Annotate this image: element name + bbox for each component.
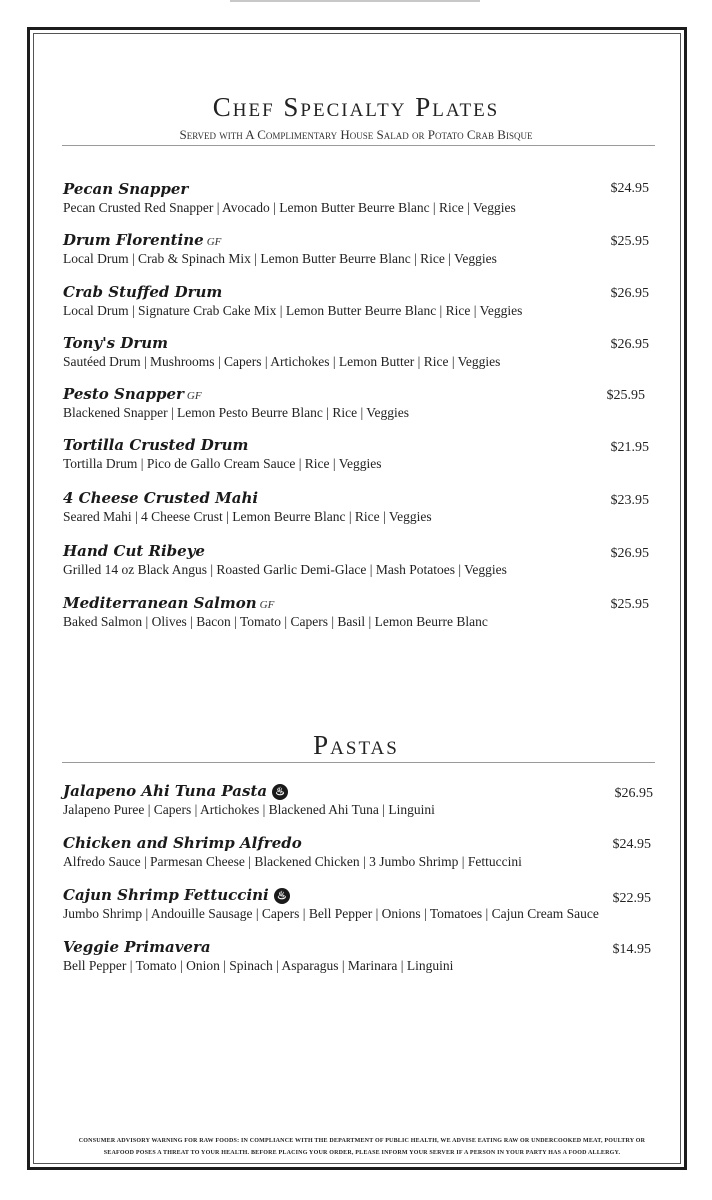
menu-item-description: Blackened Snapper | Lemon Pesto Beurre Blanc | Rice | Veggies [63, 405, 410, 420]
advisory-line-1: CONSUMER ADVISORY WARNING FOR RAW FOODS: IN COMPLIANCE WITH THE DEPARTMENT OF PUBLIC HEALTH, WE ADVISE EATING RAW OR UNDERCOOKED MEAT, POULTRY OR [78, 1138, 646, 1144]
menu-item-description: Sautéed Drum | Mushrooms | Capers | Artichokes | Lemon Butter | Rice | Veggies [63, 354, 501, 369]
menu-item-price: $25.95 [606, 388, 645, 403]
menu-item [63, 938, 653, 982]
menu-item-price: $24.95 [610, 181, 649, 196]
menu-item-description: Seared Mahi | 4 Cheese Crust | Lemon Beurre Blanc | Rice | Veggies [63, 509, 432, 524]
menu-item-name: Chicken and Shrimp Alfredo [63, 834, 302, 852]
menu-item-price: $26.95 [614, 786, 653, 801]
menu-item-description: Baked Salmon | Olives | Bacon | Tomato | Capers | Basil | Lemon Beurre Blanc [63, 614, 488, 629]
menu-item-price: $22.95 [612, 891, 651, 906]
menu-item-name: Hand Cut Ribeye [63, 542, 205, 560]
menu-item [63, 834, 653, 878]
menu-item [63, 436, 653, 480]
menu-item-name: Tortilla Crusted Drum [63, 436, 249, 454]
menu-item [63, 782, 653, 826]
pepper-icon: ♨ [274, 888, 290, 904]
menu-item [63, 180, 653, 224]
gf-tag: GF [186, 390, 202, 402]
menu-item-name: Mediterranean Salmon GF [63, 594, 275, 612]
menu-item-description: Jalapeno Puree | Capers | Artichokes | Blackened Ahi Tuna | Linguini [63, 802, 435, 817]
specialty-divider [62, 145, 655, 146]
gf-tag: GF [259, 599, 275, 611]
advisory-line-2: SEAFOOD POSES A THREAT TO YOUR HEALTH. BEFORE PLACING YOUR ORDER, PLEASE INFORM YOUR SERVER IF A PERSON IN YOUR PARTY HAS A FOOD ALLERGY. [103, 1150, 621, 1156]
menu-item-price: $25.95 [610, 234, 649, 249]
menu-item-description: Grilled 14 oz Black Angus | Roasted Garlic Demi-Glace | Mash Potatoes | Veggies [63, 562, 507, 577]
menu-item-name: Cajun Shrimp Fettuccini ♨ [63, 886, 290, 904]
menu-item-price: $23.95 [610, 493, 649, 508]
menu-item [63, 283, 653, 327]
specialty-section-subtitle: Served with A Complimentary House Salad or Potato Crab Bisque [179, 127, 533, 142]
menu-item [63, 489, 653, 533]
menu-item [63, 886, 653, 930]
menu-item-price: $26.95 [610, 337, 649, 352]
menu-item [63, 542, 653, 586]
gf-tag: GF [206, 236, 222, 248]
menu-item-description: Local Drum | Signature Crab Cake Mix | Lemon Butter Beurre Blanc | Rice | Veggies [63, 303, 523, 318]
menu-item-name: Tony's Drum [63, 334, 169, 352]
menu-item-price: $25.95 [610, 597, 649, 612]
menu-item-description: Pecan Crusted Red Snapper | Avocado | Lemon Butter Beurre Blanc | Rice | Veggies [63, 200, 516, 215]
menu-item-name: Veggie Primavera [63, 938, 211, 956]
menu-item-name: Drum Florentine GF [63, 231, 222, 249]
menu-item-description: Bell Pepper | Tomato | Onion | Spinach | Asparagus | Marinara | Linguini [63, 958, 454, 973]
menu-item-name: Pecan Snapper [63, 180, 189, 198]
menu-item-price: $24.95 [612, 837, 651, 852]
menu-item-price: $26.95 [610, 546, 649, 561]
menu-item-price: $14.95 [612, 942, 651, 957]
menu-item [63, 385, 653, 429]
top-rule [230, 0, 480, 2]
menu-item-name: Crab Stuffed Drum [63, 283, 223, 301]
menu-item-price: $21.95 [610, 440, 649, 455]
menu-item [63, 594, 653, 638]
pepper-icon: ♨ [272, 784, 288, 800]
menu-item-name: 4 Cheese Crusted Mahi [63, 489, 259, 507]
menu-item-price: $26.95 [610, 286, 649, 301]
pastas-section-title: Pastas [313, 730, 399, 760]
menu-item [63, 334, 653, 378]
menu-item-description: Local Drum | Crab & Spinach Mix | Lemon Butter Beurre Blanc | Rice | Veggies [63, 251, 497, 266]
menu-item-description: Tortilla Drum | Pico de Gallo Cream Sauce | Rice | Veggies [63, 456, 382, 471]
menu-item-name: Pesto Snapper GF [63, 385, 202, 403]
consumer-advisory [62, 1135, 662, 1159]
specialty-section-title: Chef Specialty Plates [212, 92, 500, 122]
menu-item-description: Alfredo Sauce | Parmesan Cheese | Blackened Chicken | 3 Jumbo Shrimp | Fettuccini [63, 854, 522, 869]
menu-item [63, 231, 653, 275]
menu-item-name: Jalapeno Ahi Tuna Pasta ♨ [63, 782, 288, 800]
menu-item-description: Jumbo Shrimp | Andouille Sausage | Capers | Bell Pepper | Onions | Tomatoes | Cajun Cream Sauce [63, 906, 599, 921]
pastas-divider [62, 762, 655, 763]
